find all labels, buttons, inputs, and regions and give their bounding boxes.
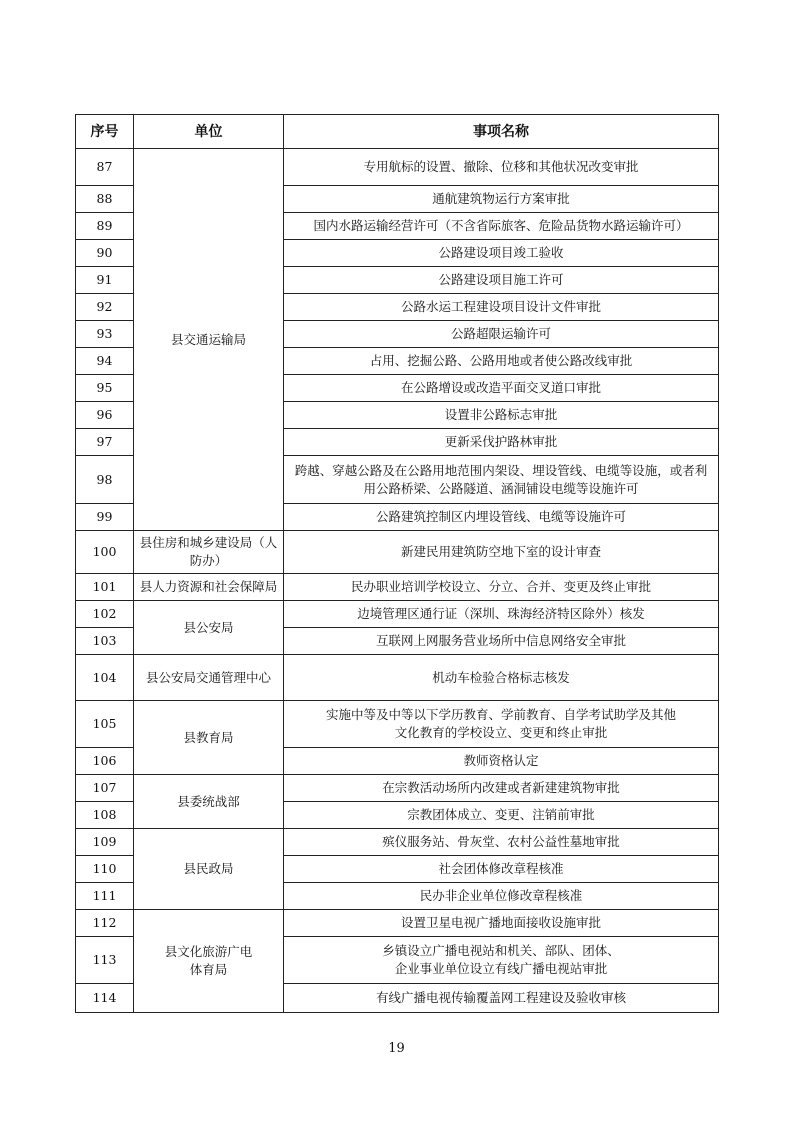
unit-cell: 县文化旅游广电体育局 [134,910,284,1013]
item-cell: 殡仪服务站、骨灰堂、农村公益性墓地审批 [284,829,719,856]
seq-cell: 110 [76,856,134,883]
table-row [76,829,719,856]
item-cell: 公路建设项目施工许可 [284,267,719,294]
item-cell: 机动车检验合格标志核发 [284,655,719,701]
seq-cell: 112 [76,910,134,937]
seq-cell: 88 [76,186,134,213]
item-cell: 专用航标的设置、撤除、位移和其他状况改变审批 [284,149,719,186]
seq-cell: 96 [76,402,134,429]
item-cell: 互联网上网服务营业场所中信息网络安全审批 [284,628,719,655]
unit-cell: 县人力资源和社会保障局 [134,574,284,601]
item-cell: 设置卫星电视广播地面接收设施审批 [284,910,719,937]
item-cell: 在公路增设或改造平面交叉道口审批 [284,375,719,402]
item-cell: 公路水运工程建设项目设计文件审批 [284,294,719,321]
seq-cell: 93 [76,321,134,348]
table-row [76,775,719,802]
unit-cell: 县住房和城乡建设局（人防办） [134,531,284,574]
seq-cell: 89 [76,213,134,240]
table-row [76,574,719,601]
seq-cell: 106 [76,748,134,775]
table-row [76,149,719,186]
seq-cell: 114 [76,984,134,1013]
seq-cell: 91 [76,267,134,294]
item-cell: 公路建筑控制区内埋设管线、电缆等设施许可 [284,504,719,531]
item-cell: 乡镇设立广播电视站和机关、部队、团体、 企业事业单位设立有线广播电视站审批 [284,937,719,984]
item-cell: 跨越、穿越公路及在公路用地范围内架设、埋设管线、电缆等设施，或者利 用公路桥梁、公路隧道、涵洞铺设电缆等设施许可 [284,456,719,504]
approval-items-table [75,114,719,1013]
seq-cell: 87 [76,149,134,186]
seq-cell: 99 [76,504,134,531]
seq-cell: 104 [76,655,134,701]
seq-cell: 108 [76,802,134,829]
table-row [76,531,719,574]
item-cell: 有线广播电视传输覆盖网工程建设及验收审核 [284,984,719,1013]
seq-cell: 109 [76,829,134,856]
seq-cell: 100 [76,531,134,574]
item-cell: 公路建设项目竣工验收 [284,240,719,267]
item-cell: 新建民用建筑防空地下室的设计审查 [284,531,719,574]
item-cell: 占用、挖掘公路、公路用地或者使公路改线审批 [284,348,719,375]
seq-cell: 98 [76,456,134,504]
unit-cell: 县公安局 [134,601,284,655]
seq-cell: 90 [76,240,134,267]
seq-cell: 101 [76,574,134,601]
table-row [76,655,719,701]
header-seq: 序号 [76,115,134,149]
item-cell: 宗教团体成立、变更、注销前审批 [284,802,719,829]
item-cell: 教师资格认定 [284,748,719,775]
table-row [76,701,719,748]
seq-cell: 95 [76,375,134,402]
item-cell: 通航建筑物运行方案审批 [284,186,719,213]
seq-cell: 102 [76,601,134,628]
item-cell: 设置非公路标志审批 [284,402,719,429]
seq-cell: 92 [76,294,134,321]
seq-cell: 94 [76,348,134,375]
seq-cell: 107 [76,775,134,802]
item-cell: 公路超限运输许可 [284,321,719,348]
seq-cell: 103 [76,628,134,655]
item-cell: 边境管理区通行证（深圳、珠海经济特区除外）核发 [284,601,719,628]
item-cell: 民办非企业单位修改章程核准 [284,883,719,910]
table-header-row [76,115,719,149]
item-cell: 实施中等及中等以下学历教育、学前教育、自学考试助学及其他 文化教育的学校设立、变更和终止审批 [284,701,719,748]
seq-cell: 113 [76,937,134,984]
table-row [76,910,719,937]
header-unit: 单位 [134,115,284,149]
seq-cell: 105 [76,701,134,748]
item-cell: 在宗教活动场所内改建或者新建建筑物审批 [284,775,719,802]
unit-cell: 县公安局交通管理中心 [134,655,284,701]
seq-cell: 111 [76,883,134,910]
seq-cell: 97 [76,429,134,456]
unit-cell: 县委统战部 [134,775,284,829]
page-number: 19 [388,1041,405,1056]
unit-cell: 县教育局 [134,701,284,775]
item-cell: 社会团体修改章程核准 [284,856,719,883]
unit-cell: 县民政局 [134,829,284,910]
item-cell: 民办职业培训学校设立、分立、合并、变更及终止审批 [284,574,719,601]
item-cell: 国内水路运输经营许可（不含省际旅客、危险品货物水路运输许可） [284,213,719,240]
unit-cell: 县交通运输局 [134,149,284,531]
table-row [76,601,719,628]
item-cell: 更新采伐护路林审批 [284,429,719,456]
header-item: 事项名称 [284,115,719,149]
